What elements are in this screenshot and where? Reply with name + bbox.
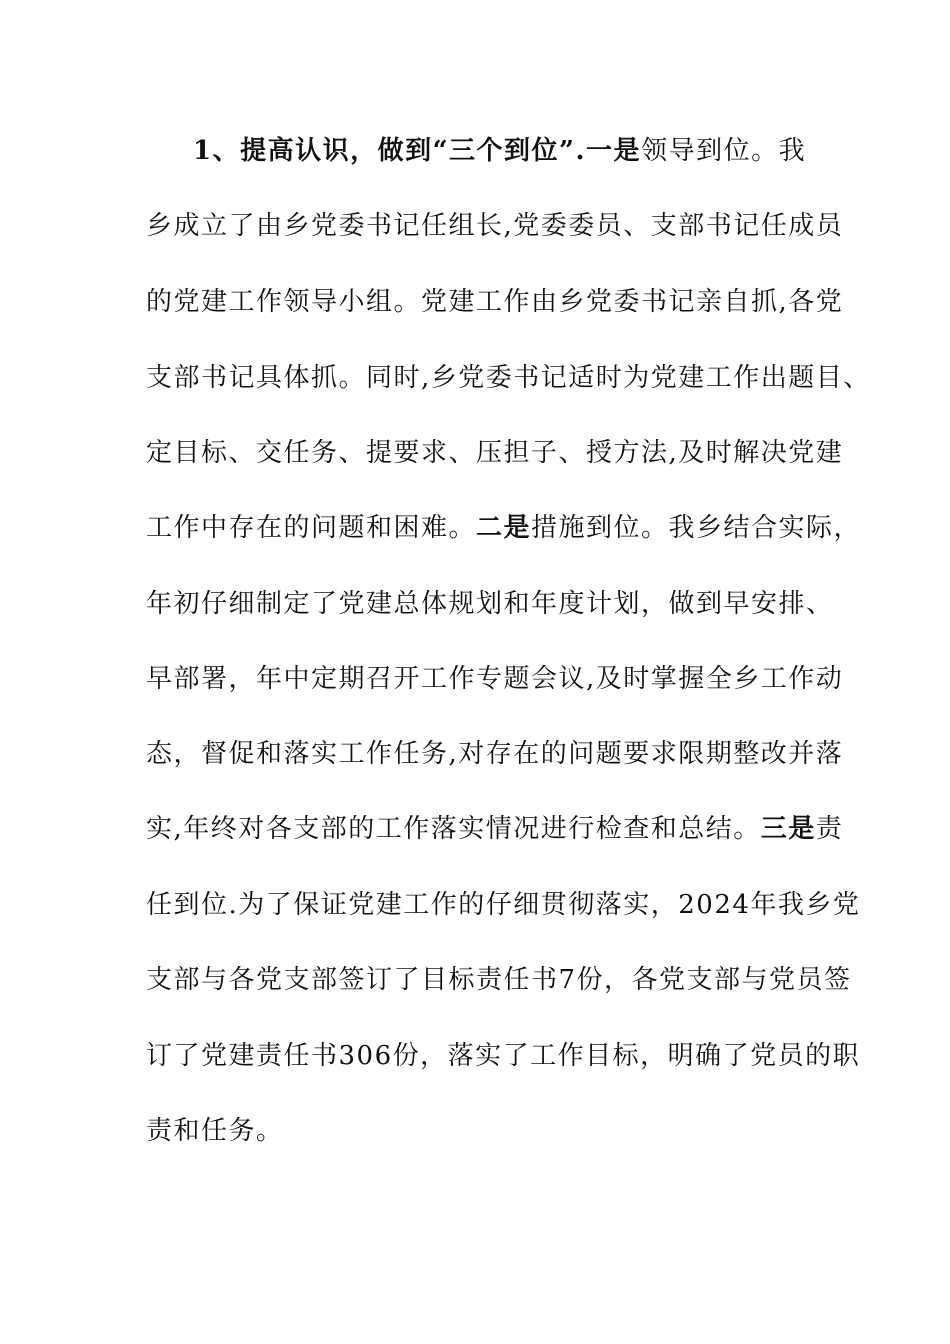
text-segment: 的党建工作领导小组。党建工作由乡党委书记亲自抓,各党 [146,287,844,317]
bold-heading-segment: 三是 [760,814,816,844]
text-segment: 责和任务。 [146,1116,284,1146]
text-segment: 乡成立了由乡党委书记任组长,党委委员、支部书记任成员 [146,211,844,241]
text-line-11 [146,885,861,925]
text-segment: 任到位.为了保证党建工作的仔细贯彻落实，2024年我乡党 [146,890,861,920]
text-line-10 [146,809,844,849]
text-line-6 [146,508,862,548]
text-line-9 [146,734,844,774]
text-line-14 [146,1111,816,1151]
text-line-12 [146,960,852,1000]
text-line-1 [193,131,807,171]
bold-heading-segment: 1、提高认识，做到“三个到位”.一是 [193,136,642,166]
text-segment: 定目标、交任务、提要求、压担子、授方法,及时解决党建 [146,438,844,468]
text-line-4 [146,358,871,398]
text-segment: 工作中存在的问题和困难。 [146,513,477,543]
text-segment: 责 [815,814,844,844]
text-line-7 [146,584,834,624]
text-segment: 支部书记具体抓。同时,乡党委书记适时为党建工作出题目、 [146,363,871,393]
text-segment: 年初仔细制定了党建总体规划和年度计划，做到早安排、 [146,589,834,619]
text-line-2 [146,206,844,246]
text-segment: 态，督促和落实工作任务,对存在的问题要求限期整改并落 [146,739,844,769]
text-line-5 [146,433,844,473]
text-segment: 措施到位。我乡结合实际， [531,513,862,543]
text-segment: 订了党建责任书306份，落实了工作目标，明确了党员的职 [146,1041,861,1071]
text-segment: 早部署，年中定期召开工作专题会议,及时掌握全乡工作动 [146,664,844,694]
text-line-3 [146,282,844,322]
text-segment: 领导到位。我 [641,136,807,166]
text-segment: 实,年终对各支部的工作落实情况进行检查和总结。 [146,814,761,844]
text-segment: 支部与各党支部签订了目标责任书7份，各党支部与党员签 [146,965,852,995]
text-line-8 [146,659,844,699]
bold-heading-segment: 二是 [476,513,532,543]
text-line-13 [146,1036,861,1076]
